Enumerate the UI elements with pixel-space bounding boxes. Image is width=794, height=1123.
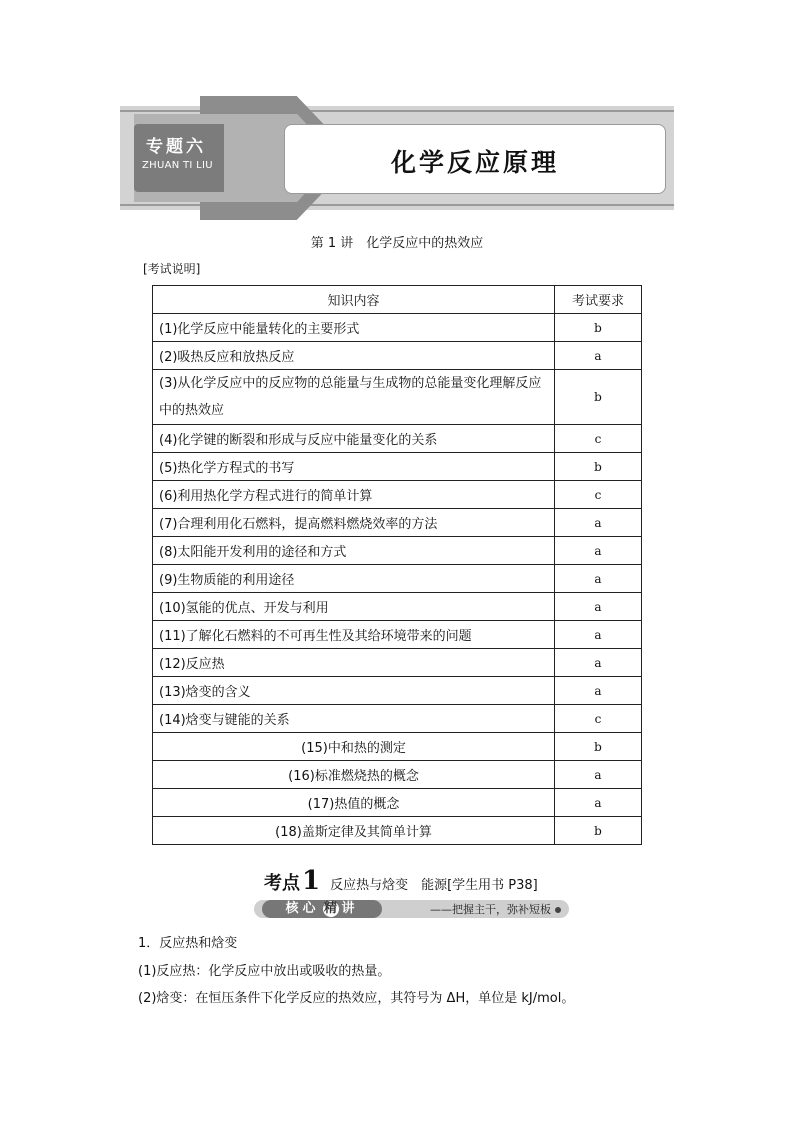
chapter-badge-title: 专题六 xyxy=(146,137,206,157)
table-row xyxy=(153,649,642,677)
row-content: (11)了解化石燃料的不可再生性及其给环境带来的问题 xyxy=(153,621,555,649)
row-content: (10)氢能的优点、开发与利用 xyxy=(153,593,555,621)
table-row xyxy=(153,677,642,705)
row-requirement: a xyxy=(555,761,642,789)
paragraph-heading: 1．反应热和焓变 xyxy=(138,936,238,951)
section-heading xyxy=(264,866,538,896)
table-row xyxy=(153,621,642,649)
row-content: (3)从化学反应中的反应物的总能量与生成物的总能量变化理解反应中的热效应 xyxy=(153,370,555,425)
row-requirement: a xyxy=(555,649,642,677)
table-row xyxy=(153,565,642,593)
row-content: (13)焓变的含义 xyxy=(153,677,555,705)
row-requirement: a xyxy=(555,537,642,565)
row-content: (5)热化学方程式的书写 xyxy=(153,453,555,481)
lecture-title: 第 1 讲 化学反应中的热效应 xyxy=(310,236,484,251)
row-content: (7)合理利用化石燃料，提高燃料燃烧效率的方法 xyxy=(153,509,555,537)
table-row xyxy=(153,509,642,537)
exam-section-label: [考试说明] xyxy=(143,262,201,276)
paragraph-enthalpy: (2)焓变：在恒压条件下化学反应的热效应，其符号为 ΔH，单位是 kJ/mol。 xyxy=(138,991,575,1006)
row-content: (14)焓变与键能的关系 xyxy=(153,705,555,733)
chapter-title-box xyxy=(284,124,666,194)
band-tagline xyxy=(430,901,561,917)
row-requirement: c xyxy=(555,705,642,733)
table-row xyxy=(153,425,642,453)
chapter-title: 化学反应原理 xyxy=(390,148,559,177)
row-content: (4)化学键的断裂和形成与反应中能量变化的关系 xyxy=(153,425,555,453)
band-tagline-text: ——把握主干，弥补短板 xyxy=(430,903,551,916)
table-row xyxy=(153,481,642,509)
table-row xyxy=(153,705,642,733)
row-content: (18)盖斯定律及其简单计算 xyxy=(153,817,555,845)
row-requirement: b xyxy=(555,733,642,761)
bullet-dot-icon xyxy=(555,907,561,913)
table-row xyxy=(153,314,642,342)
table-header-row xyxy=(153,286,642,314)
row-requirement: c xyxy=(555,425,642,453)
paragraph-reaction-heat: (1)反应热：化学反应中放出或吸收的热量。 xyxy=(138,964,391,979)
section-title: 反应热与焓变 能源[学生用书 P38] xyxy=(330,878,538,893)
row-requirement: b xyxy=(555,314,642,342)
exam-requirements-table xyxy=(152,285,642,845)
table-row xyxy=(153,342,642,370)
band-label-post: 讲 xyxy=(341,901,359,916)
table-row xyxy=(153,817,642,845)
core-lecture-band xyxy=(254,900,569,918)
section-prefix: 考点 xyxy=(264,873,300,894)
row-requirement: a xyxy=(555,677,642,705)
table-row xyxy=(153,789,642,817)
table-row xyxy=(153,733,642,761)
row-requirement: b xyxy=(555,817,642,845)
row-requirement: b xyxy=(555,370,642,425)
row-content: (1)化学反应中能量转化的主要形式 xyxy=(153,314,555,342)
row-content: (2)吸热反应和放热反应 xyxy=(153,342,555,370)
row-requirement: c xyxy=(555,481,642,509)
row-requirement: a xyxy=(555,342,642,370)
table-row xyxy=(153,453,642,481)
row-content: (15)中和热的测定 xyxy=(153,733,555,761)
row-requirement: a xyxy=(555,565,642,593)
table-row xyxy=(153,370,642,425)
row-content: (17)热值的概念 xyxy=(153,789,555,817)
table-row xyxy=(153,761,642,789)
table-row xyxy=(153,537,642,565)
row-content: (9)生物质能的利用途径 xyxy=(153,565,555,593)
row-content: (6)利用热化学方程式进行的简单计算 xyxy=(153,481,555,509)
row-requirement: a xyxy=(555,789,642,817)
row-requirement: a xyxy=(555,509,642,537)
column-header-content: 知识内容 xyxy=(153,286,555,314)
table-row xyxy=(153,593,642,621)
row-requirement: a xyxy=(555,621,642,649)
section-number: 1 xyxy=(302,866,321,896)
band-label-pre: 核心 xyxy=(285,901,320,916)
column-header-requirement: 考试要求 xyxy=(555,286,642,314)
row-content: (8)太阳能开发利用的途径和方式 xyxy=(153,537,555,565)
row-content: (12)反应热 xyxy=(153,649,555,677)
band-label xyxy=(262,900,382,918)
chapter-banner xyxy=(120,96,674,220)
chapter-badge-subtitle: ZHUAN TI LIU xyxy=(142,160,213,171)
band-label-highlight: 精 xyxy=(323,901,337,916)
row-content: (16)标准燃烧热的概念 xyxy=(153,761,555,789)
row-requirement: a xyxy=(555,593,642,621)
row-requirement: b xyxy=(555,453,642,481)
